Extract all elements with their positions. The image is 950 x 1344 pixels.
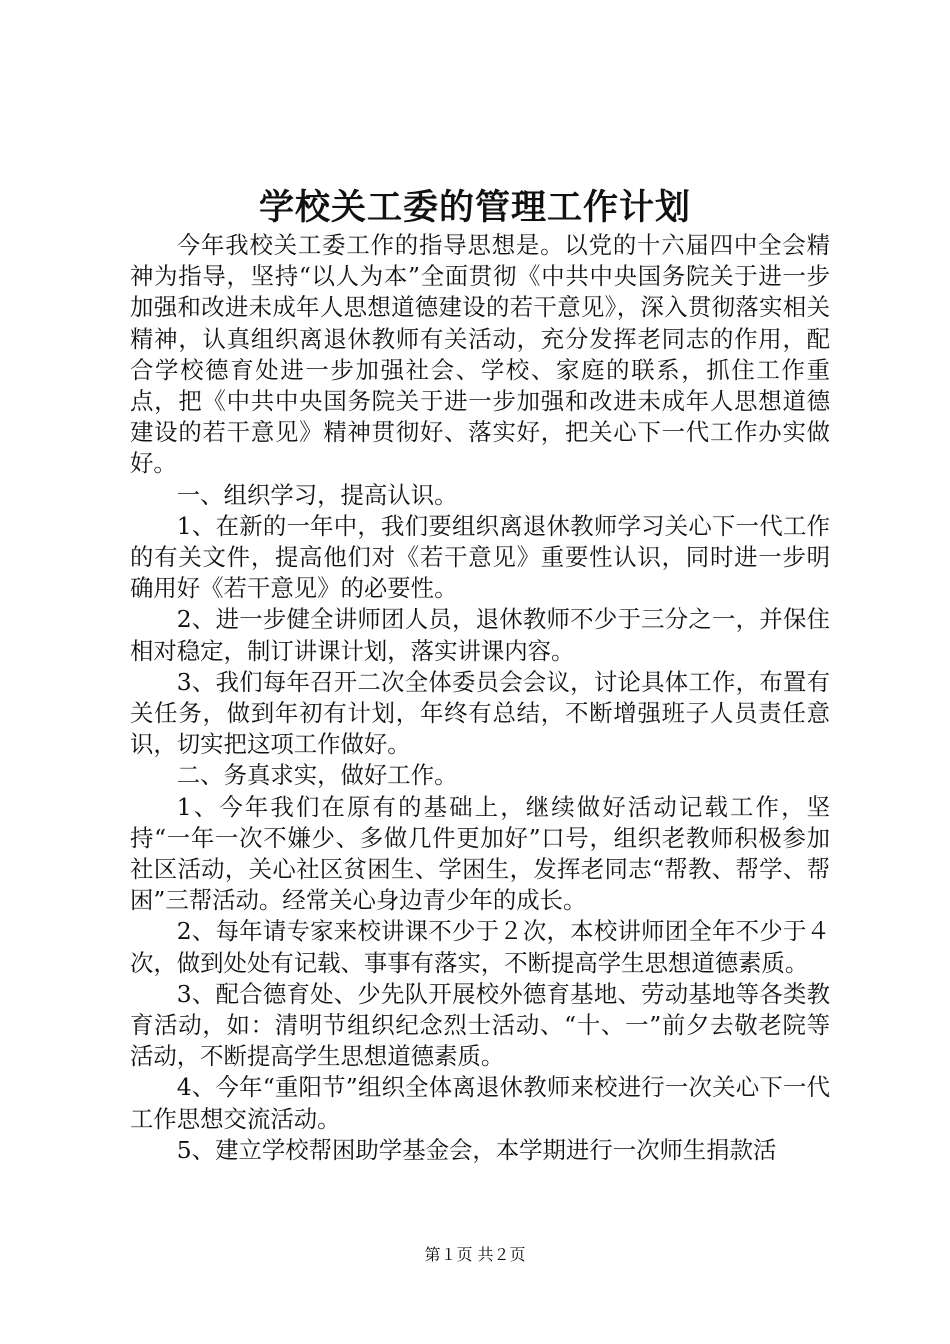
paragraph-2-4: 4、今年“重阳节”组织全体离退休教师来校进行一次关心下一代工作思想交流活动。 [130,1073,830,1133]
paragraph-2-1: 1、今年我们在原有的基础上，继续做好活动记载工作，坚持“一年一次不嫌少、多做几件更加好”口号，组织老教师积极参加社区活动，关心社区贫困生、学困生，发挥老同志“帮教、帮学、帮困”三帮活动。经常关心身边青少年的成长。 [130,792,830,915]
document-body [130,230,830,1166]
paragraph-2-3: 3、配合德育处、少先队开展校外德育基地、劳动基地等各类教育活动，如：清明节组织纪念烈士活动、“十、一”前夕去敬老院等活动，不断提高学生思想道德素质。 [130,979,830,1071]
paragraph-1-3: 3、我们每年召开二次全体委员会会议，讨论具体工作，布置有关任务，做到年初有计划，年终有总结，不断增强班子人员责任意识，切实把这项工作做好。 [130,667,830,759]
section-heading-2: 二、务真求实，做好工作。 [176,761,458,790]
section-heading-1: 一、组织学习，提高认识。 [176,480,458,509]
paragraph-1-1: 1、在新的一年中，我们要组织离退休教师学习关心下一代工作的有关文件，提高他们对《若干意见》重要性认识，同时进一步明确用好《若干意见》的必要性。 [130,511,830,603]
paragraph-1-2: 2、进一步健全讲师团人员，退休教师不少于三分之一，并保住相对稳定，制订讲课计划，落实讲课内容。 [130,605,830,665]
page-number-footer: 第１页 共２页 [424,1245,526,1264]
paragraph-intro: 今年我校关工委工作的指导思想是。以党的十六届四中全会精神为指导，坚持“以人为本”全面贯彻《中共中央国务院关于进一步加强和改进未成年人思想道德建设的若干意见》，深入贯彻落实相关精神，认真组织离退休教师有关活动，充分发挥老同志的作用，配合学校德育处进一步加强社会、学校、家庭的联系，抓住工作重点，把《中共中央国务院关于进一步加强和改进未成年人思想道德建设的若干意见》精神贯彻好、落实好，把关心下一代工作办实做好。 [130,231,830,478]
paragraph-2-5: 5、建立学校帮困助学基金会，本学期进行一次师生捐款活 [176,1135,777,1164]
document-title: 学校关工委的管理工作计划 [258,187,691,228]
paragraph-2-2: 2、每年请专家来校讲课不少于２次，本校讲师团全年不少于４次，做到处处有记载、事事有落实，不断提高学生思想道德素质。 [130,917,830,977]
